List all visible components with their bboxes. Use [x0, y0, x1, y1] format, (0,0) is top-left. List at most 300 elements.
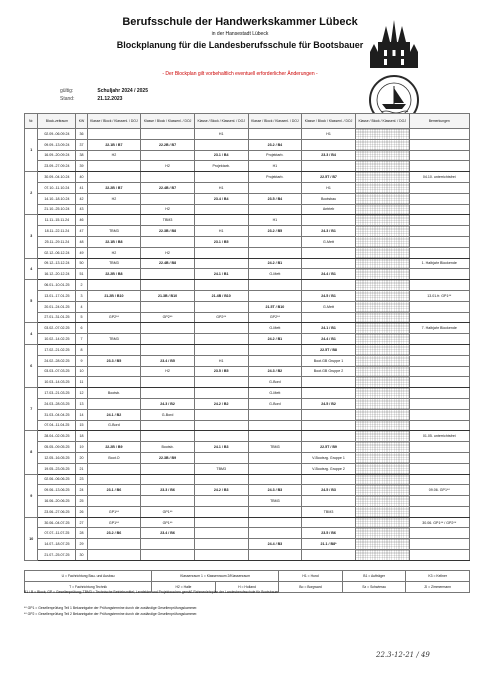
table-row: [25, 139, 470, 150]
class-cell: 22.5T / B7: [302, 172, 356, 183]
class-cell: Projektarb.: [194, 161, 248, 172]
calendar-week: 20: [76, 452, 87, 463]
church-icon: [370, 20, 418, 68]
class-cell: [302, 139, 356, 150]
table-row: [25, 344, 470, 355]
block-date: 12.05.-16.05.25: [38, 452, 76, 463]
class-cell: 24.1 / B1: [302, 323, 356, 334]
class-cell: 24.4 / B1: [302, 269, 356, 280]
class-cell: [87, 550, 141, 561]
class-cell: 22.2B / B7: [141, 139, 195, 150]
block-date: 18.11.-22.11.24: [38, 226, 76, 237]
class-cell: [248, 550, 302, 561]
class-cell: [248, 506, 302, 517]
footnote-2: ** GP1 = Gesellenprüfung Teil 1 Bekanntgabe der Prüfungstermine durch die zuständige Gesellenprüfungskammer.: [24, 606, 198, 610]
class-cell: [194, 517, 248, 528]
calendar-week: 38: [76, 150, 87, 161]
class-cell: [141, 193, 195, 204]
table-row: [25, 366, 470, 377]
class-cell: 24.3 / B3: [248, 485, 302, 496]
class-cell: [355, 129, 409, 140]
class-cell: 23.1 / B6: [87, 485, 141, 496]
calendar-week: 25: [76, 496, 87, 507]
block-date: 07.04.-11.04.25: [38, 420, 76, 431]
class-cell: [141, 334, 195, 345]
class-cell: [194, 420, 248, 431]
class-cell: [194, 452, 248, 463]
class-cell: [302, 161, 356, 172]
class-cell: [355, 182, 409, 193]
class-cell: [355, 431, 409, 442]
remark-cell: [409, 139, 469, 150]
class-cell: Projektarb.: [248, 150, 302, 161]
table-row: [25, 172, 470, 183]
remark-cell: [409, 182, 469, 193]
remark-cell: 04.10. unterrichtsfrei: [409, 172, 469, 183]
remark-cell: [409, 463, 469, 474]
class-cell: GP2**: [87, 312, 141, 323]
block-number: 6: [25, 344, 38, 387]
class-cell: 21.5T / B10: [248, 301, 302, 312]
class-cell: [194, 334, 248, 345]
class-cell: [141, 344, 195, 355]
class-cell: 24.1 / B2: [87, 409, 141, 420]
class-cell: 21.1 / B8*: [302, 539, 356, 550]
class-cell: 24.2 / B1: [248, 258, 302, 269]
class-cell: [355, 301, 409, 312]
class-cell: [302, 474, 356, 485]
legend-cell: T = Fachrichtung Technik: [25, 582, 152, 593]
class-cell: [302, 420, 356, 431]
class-cell: [248, 474, 302, 485]
class-cell: GP2**: [141, 312, 195, 323]
class-cell: H1: [248, 215, 302, 226]
class-cell: 23.3 / B5: [87, 355, 141, 366]
class-cell: V-Bootsrg. Gruppe 1: [302, 452, 356, 463]
calendar-week: 14: [76, 409, 87, 420]
class-cell: 21.4B / B10: [194, 290, 248, 301]
block-date: 03.03.-07.03.25: [38, 366, 76, 377]
class-cell: [355, 496, 409, 507]
remark-cell: [409, 161, 469, 172]
class-cell: H1: [248, 161, 302, 172]
table-row: [25, 150, 470, 161]
block-date: 10.03.-14.03.25: [38, 377, 76, 388]
class-cell: [87, 377, 141, 388]
class-cell: 22.1B / B7: [87, 139, 141, 150]
class-cell: 24.5 / B3: [302, 485, 356, 496]
block-date: 28.04.-02.05.25: [38, 431, 76, 442]
boat-icon: [382, 86, 406, 109]
class-cell: [141, 269, 195, 280]
table-row: [25, 355, 470, 366]
calendar-week: 2: [76, 280, 87, 291]
calendar-week: 7: [76, 334, 87, 345]
class-cell: [355, 161, 409, 172]
class-cell: [194, 539, 248, 550]
class-cell: GP1**: [141, 506, 195, 517]
class-cell: [194, 377, 248, 388]
block-date: 16.06.-20.06.25: [38, 496, 76, 507]
table-row: [25, 539, 470, 550]
class-cell: [194, 474, 248, 485]
class-cell: H2: [87, 150, 141, 161]
class-cell: 23.5 / B4: [248, 193, 302, 204]
table-row: [25, 334, 470, 345]
class-cell: 24.1 / B3: [194, 442, 248, 453]
block-number: 1: [25, 129, 38, 172]
calendar-week: 28: [76, 528, 87, 539]
class-cell: [87, 463, 141, 474]
class-cell: G-Mett: [248, 269, 302, 280]
class-cell: Bootsb.: [87, 388, 141, 399]
class-cell: Boot.GB Gruppe 1: [302, 355, 356, 366]
class-cell: 23.2 / B6: [87, 528, 141, 539]
class-cell: [355, 388, 409, 399]
remark-cell: [409, 420, 469, 431]
class-cell: 22.4B / B7: [141, 182, 195, 193]
calendar-week: 27: [76, 517, 87, 528]
class-cell: [194, 139, 248, 150]
block-number: 4: [25, 258, 38, 280]
class-cell: Boot.O: [87, 452, 141, 463]
class-cell: [355, 420, 409, 431]
remark-cell: [409, 247, 469, 258]
table-row: [25, 161, 470, 172]
class-cell: 24.5 / B1: [302, 290, 356, 301]
class-cell: [248, 452, 302, 463]
class-cell: [355, 366, 409, 377]
table-row: [25, 226, 470, 237]
table-row: [25, 431, 470, 442]
class-cell: [355, 312, 409, 323]
block-number: 10: [25, 517, 38, 560]
col-header: Klasse / Block / Klassenl. / DOJ: [302, 114, 356, 129]
block-date: 09.12.-13.12.24: [38, 258, 76, 269]
remark-cell: 09.06. GP1**: [409, 485, 469, 496]
class-cell: H1: [194, 129, 248, 140]
calendar-week: 3: [76, 290, 87, 301]
calendar-week: 9: [76, 355, 87, 366]
block-date: 17.03.-21.03.25: [38, 388, 76, 399]
class-cell: GP1**: [87, 506, 141, 517]
calendar-week: 15: [76, 420, 87, 431]
class-cell: [355, 204, 409, 215]
remark-cell: 01.05. unterrichtsfrei: [409, 431, 469, 442]
calendar-week: 50: [76, 258, 87, 269]
calendar-week: 5: [76, 312, 87, 323]
class-cell: H1: [194, 355, 248, 366]
remark-cell: [409, 204, 469, 215]
class-cell: [87, 204, 141, 215]
block-number: 2: [25, 172, 38, 215]
class-cell: [248, 290, 302, 301]
class-cell: 22.4B / B8: [141, 258, 195, 269]
class-cell: [141, 431, 195, 442]
block-date: 02.09.-06.09.24: [38, 129, 76, 140]
table-row: [25, 204, 470, 215]
legend-cell: H2 = Halle: [152, 582, 216, 593]
class-cell: [248, 236, 302, 247]
calendar-week: 49: [76, 247, 87, 258]
table-row: [25, 247, 470, 258]
col-header: KW: [76, 114, 87, 129]
block-date: 21.10.-25.10.24: [38, 204, 76, 215]
calendar-week: 46: [76, 215, 87, 226]
class-cell: [355, 290, 409, 301]
class-cell: [302, 517, 356, 528]
block-date: 05.05.-09.05.25: [38, 442, 76, 453]
remark-cell: [409, 528, 469, 539]
class-cell: 24.2 / B2: [194, 398, 248, 409]
table-row: [25, 485, 470, 496]
table-row: [25, 388, 470, 399]
class-cell: [87, 172, 141, 183]
class-cell: [194, 247, 248, 258]
class-cell: [87, 496, 141, 507]
legend-cell: B1 = Aufträger: [342, 571, 406, 582]
class-cell: [141, 463, 195, 474]
class-cell: [302, 247, 356, 258]
class-cell: 23.4 / B5: [141, 355, 195, 366]
calendar-week: 4: [76, 301, 87, 312]
class-cell: [248, 182, 302, 193]
class-cell: H2: [141, 366, 195, 377]
block-date: 30.06.-04.07.25: [38, 517, 76, 528]
calendar-week: 47: [76, 226, 87, 237]
calendar-week: 29: [76, 539, 87, 550]
table-row: [25, 496, 470, 507]
class-cell: 24.3 / B1: [302, 226, 356, 237]
block-date: 06.01.-10.01.25: [38, 280, 76, 291]
class-cell: TBM3: [302, 506, 356, 517]
table-row: [25, 290, 470, 301]
class-cell: [141, 420, 195, 431]
legend-cell: Klassenraum 1 = Klassenraum 2/Klassenraum: [152, 571, 279, 582]
class-cell: Bootsb.: [141, 442, 195, 453]
calendar-week: 19: [76, 442, 87, 453]
remark-cell: [409, 334, 469, 345]
class-cell: TBM3: [248, 442, 302, 453]
class-cell: [302, 377, 356, 388]
class-cell: [141, 474, 195, 485]
table-row: [25, 420, 470, 431]
class-cell: [141, 496, 195, 507]
class-cell: [194, 528, 248, 539]
class-cell: 22.3B / B8: [141, 226, 195, 237]
legend-cell: H = Holland: [215, 582, 279, 593]
remark-cell: 13.01.fr. GP1**: [409, 290, 469, 301]
class-cell: [248, 420, 302, 431]
class-cell: V-Bootsrg. Gruppe 2: [302, 463, 356, 474]
class-cell: [87, 129, 141, 140]
calendar-week: 40: [76, 172, 87, 183]
class-cell: [87, 474, 141, 485]
block-date: 02.12.-06.12.24: [38, 247, 76, 258]
class-cell: [87, 161, 141, 172]
class-cell: G-Bord: [248, 377, 302, 388]
remark-cell: [409, 442, 469, 453]
class-cell: G-Bord: [248, 398, 302, 409]
block-date: 11.11.-15.11.24: [38, 215, 76, 226]
table-row: [25, 215, 470, 226]
class-cell: [355, 334, 409, 345]
class-cell: 22.1B / B8: [87, 236, 141, 247]
legend-cell: Sz = Schwierau: [342, 582, 406, 593]
block-number: 5: [25, 280, 38, 323]
remark-cell: [409, 193, 469, 204]
block-date: 03.02.-07.02.25: [38, 323, 76, 334]
calendar-week: 11: [76, 377, 87, 388]
class-cell: [355, 355, 409, 366]
block-number: 4: [25, 323, 38, 345]
class-cell: H2: [141, 204, 195, 215]
col-header: Klasse / Block / Klassenl. / DOJ: [355, 114, 409, 129]
class-cell: [355, 377, 409, 388]
class-cell: [355, 215, 409, 226]
block-number: 8: [25, 431, 38, 474]
class-cell: [87, 539, 141, 550]
class-cell: [141, 280, 195, 291]
calendar-week: 8: [76, 344, 87, 355]
class-cell: [302, 388, 356, 399]
class-cell: 23.5 / B5: [194, 366, 248, 377]
remark-cell: [409, 236, 469, 247]
class-cell: TBM3: [194, 463, 248, 474]
class-cell: H1: [302, 129, 356, 140]
class-cell: Projektarb.: [248, 172, 302, 183]
class-cell: GP1**: [87, 517, 141, 528]
meta-stand-value: 21.12.2023: [97, 96, 123, 102]
class-cell: 23.4 / B4: [194, 193, 248, 204]
remark-cell: [409, 301, 469, 312]
class-cell: [302, 431, 356, 442]
class-cell: [355, 485, 409, 496]
block-date: 20.01.-24.01.25: [38, 301, 76, 312]
class-cell: [87, 301, 141, 312]
class-cell: [355, 193, 409, 204]
class-cell: [355, 452, 409, 463]
class-cell: 21.2B / B10: [87, 290, 141, 301]
class-cell: [355, 517, 409, 528]
class-cell: [302, 496, 356, 507]
block-date: 10.02.-14.02.25: [38, 334, 76, 345]
legend-cell: U = Fachrichtung Bau- und Ausbau: [25, 571, 152, 582]
block-date: 14.07.-18.07.25: [38, 539, 76, 550]
class-cell: [355, 226, 409, 237]
footnote-1: B1 / B = Block; GP = Gesellenprüfung; TBM3 = Technische Betriebsmittel; Lernfelder und Projektwochen gemäß Rahmenlehrplan der Landesberufsschule für Bootsbauer.: [24, 590, 280, 594]
block-number: 9: [25, 474, 38, 517]
meta-stand-label: Stand:: [60, 96, 75, 102]
remark-cell: [409, 452, 469, 463]
handwritten-signature: 22.3-12-21 / 49: [376, 651, 430, 659]
remark-cell: [409, 496, 469, 507]
table-row: [25, 452, 470, 463]
block-date: 14.10.-18.10.24: [38, 193, 76, 204]
class-cell: [302, 258, 356, 269]
remark-cell: [409, 388, 469, 399]
remark-cell: [409, 539, 469, 550]
class-cell: 24.2 / B1: [248, 334, 302, 345]
page-title: Berufsschule der Handwerkskammer Lübeck: [122, 16, 358, 28]
class-cell: [355, 269, 409, 280]
meta-gilt-label: gültig:: [60, 88, 74, 94]
class-cell: 24.3 / B2: [141, 398, 195, 409]
class-cell: 24.3 / B2: [248, 366, 302, 377]
class-cell: 23.2 / B4: [248, 139, 302, 150]
class-cell: 24.1 / B1: [194, 269, 248, 280]
class-cell: [248, 463, 302, 474]
table-row: [25, 506, 470, 517]
block-date: 21.07.-25.07.25: [38, 550, 76, 561]
class-cell: [194, 258, 248, 269]
class-cell: [302, 409, 356, 420]
class-cell: [355, 323, 409, 334]
class-cell: [87, 215, 141, 226]
class-cell: [355, 539, 409, 550]
class-cell: [141, 377, 195, 388]
class-cell: [248, 355, 302, 366]
class-cell: G-Bord: [141, 409, 195, 420]
class-cell: [248, 409, 302, 420]
table-row: [25, 312, 470, 323]
class-cell: H2: [141, 161, 195, 172]
calendar-week: 51: [76, 269, 87, 280]
block-date: 07.10.-11.10.24: [38, 182, 76, 193]
block-date: 24.03.-28.03.25: [38, 398, 76, 409]
table-row: [25, 463, 470, 474]
class-cell: GP2**: [194, 312, 248, 323]
table-row: [25, 517, 470, 528]
meta-stand: [60, 96, 122, 102]
class-cell: [194, 550, 248, 561]
block-plan-table: [24, 113, 470, 561]
remark-cell: [409, 550, 469, 561]
calendar-week: 24: [76, 485, 87, 496]
col-header: Klasse / Block / Klassenl. / DOJ: [87, 114, 141, 129]
block-date: 09.06.-13.06.25: [38, 485, 76, 496]
block-date: 07.07.-11.07.25: [38, 528, 76, 539]
block-date: 02.06.-06.06.25: [38, 474, 76, 485]
class-cell: TBM3: [248, 496, 302, 507]
remark-cell: [409, 280, 469, 291]
class-cell: 24.4 / B1: [302, 334, 356, 345]
class-cell: G-Mett: [248, 388, 302, 399]
class-cell: [355, 258, 409, 269]
class-cell: GP1**: [141, 517, 195, 528]
class-cell: [248, 528, 302, 539]
table-row: [25, 182, 470, 193]
block-date: 30.09.-04.10.24: [38, 172, 76, 183]
notice-text: - Der Blockplan gilt vorbehaltlich eventuell erforderlicher Änderungen -: [162, 71, 318, 77]
class-cell: [194, 388, 248, 399]
calendar-week: 37: [76, 139, 87, 150]
table-row: [25, 323, 470, 334]
class-cell: [141, 129, 195, 140]
class-cell: [194, 280, 248, 291]
class-cell: [141, 550, 195, 561]
block-number: 7: [25, 388, 38, 431]
class-cell: [194, 409, 248, 420]
class-cell: [355, 236, 409, 247]
remark-cell: 1. Halbjahr Blockende: [409, 258, 469, 269]
class-cell: [248, 247, 302, 258]
table-row: [25, 550, 470, 561]
class-cell: 23.1 / B5: [194, 236, 248, 247]
class-cell: [87, 398, 141, 409]
table-row: [25, 280, 470, 291]
class-cell: 22.2B / B7: [87, 182, 141, 193]
